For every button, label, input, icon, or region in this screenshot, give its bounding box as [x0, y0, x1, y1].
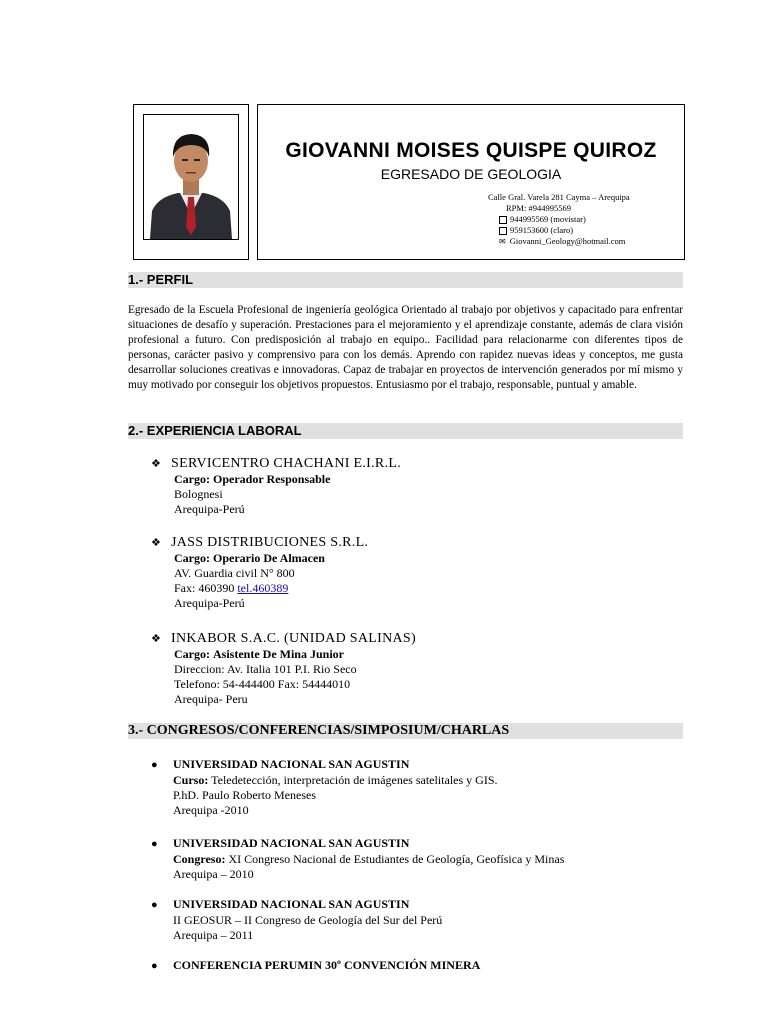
section-heading-congresos: 3.- CONGRESOS/CONFERENCIAS/SIMPOSIUM/CHARLAS — [128, 723, 683, 739]
conference-line: Arequipa – 2011 — [173, 928, 254, 942]
job-line: Arequipa- Peru — [174, 692, 248, 706]
job-line: Arequipa-Perú — [174, 502, 245, 516]
conference-entry — [151, 958, 480, 974]
job-company: SERVICENTRO CHACHANI E.I.R.L. — [171, 456, 402, 471]
conference-line: Arequipa -2010 — [173, 803, 249, 817]
job-entry — [151, 535, 368, 611]
section-heading-experiencia: 2.- EXPERIENCIA LABORAL — [128, 423, 683, 439]
conference-entry — [151, 836, 564, 882]
phone-icon — [499, 227, 507, 235]
contact-phone1-row — [488, 214, 630, 225]
diamond-bullet-icon: ❖ — [151, 633, 162, 645]
job-line: Arequipa-Perú — [174, 596, 245, 610]
tel-link[interactable]: tel.460389 — [237, 581, 289, 595]
job-line: Direccion: Av. Italia 101 P.I. Rio Seco — [174, 662, 357, 676]
job-cargo: Asistente De Mina Junior — [213, 647, 344, 661]
bullet-icon: ● — [151, 899, 158, 911]
job-line: Telefono: 54-444400 Fax: 54444010 — [174, 677, 351, 691]
contact-email: Giovanni_Geology@hotmail.com — [509, 236, 626, 246]
contact-phone2: 959153600 (claro) — [510, 225, 574, 235]
contact-address: Calle Gral. Varela 281 Cayma – Arequipa — [488, 192, 630, 202]
conference-detail: Teledetección, interpretación de imágenes satelitales y GIS. — [208, 773, 498, 787]
job-entry — [151, 631, 416, 707]
cargo-label: Cargo: — [174, 472, 210, 486]
bullet-icon: ● — [151, 838, 158, 850]
conference-entry — [151, 757, 498, 818]
conference-detail: XI Congreso Nacional de Estudiantes de Geología, Geofísica y Minas — [225, 852, 565, 866]
cargo-label: Cargo: — [174, 647, 210, 661]
diamond-bullet-icon: ❖ — [151, 537, 162, 549]
job-cargo: Operario De Almacen — [213, 551, 325, 565]
candidate-name: GIOVANNI MOISES QUISPE QUIROZ — [285, 139, 657, 162]
profile-photo — [143, 114, 239, 240]
contact-block — [488, 192, 630, 247]
phone-icon — [499, 216, 507, 224]
conference-entry — [151, 897, 442, 943]
job-line: AV. Guardia civil N° 800 — [174, 566, 295, 580]
diamond-bullet-icon: ❖ — [151, 458, 162, 470]
header-box — [257, 104, 685, 260]
job-fax: Fax: 460390 — [174, 581, 238, 595]
conference-title: UNIVERSIDAD NACIONAL SAN AGUSTIN — [173, 897, 410, 911]
bullet-icon: ● — [151, 960, 158, 972]
contact-phone2-row — [488, 225, 630, 236]
conference-label: Curso: — [173, 773, 209, 787]
section-heading-perfil: 1.- PERFIL — [128, 272, 683, 288]
conference-line: P.hD. Paulo Roberto Meneses — [173, 788, 316, 802]
envelope-icon: ✉ — [499, 237, 506, 246]
job-entry — [151, 456, 401, 517]
job-company: INKABOR S.A.C. (UNIDAD SALINAS) — [171, 631, 416, 646]
job-cargo: Operador Responsable — [213, 472, 331, 486]
bullet-icon: ● — [151, 759, 158, 771]
job-company: JASS DISTRIBUCIONES S.R.L. — [171, 535, 369, 550]
conference-title: UNIVERSIDAD NACIONAL SAN AGUSTIN — [173, 836, 410, 850]
contact-rpm: RPM: #944995569 — [506, 203, 571, 213]
conference-line: II GEOSUR – II Congreso de Geología del Sur del Perú — [173, 913, 443, 927]
conference-title: UNIVERSIDAD NACIONAL SAN AGUSTIN — [173, 757, 410, 771]
job-line: Bolognesi — [174, 487, 223, 501]
conference-title: CONFERENCIA PERUMIN 30º CONVENCIÓN MINERA — [173, 958, 481, 972]
candidate-subtitle: EGRESADO DE GEOLOGIA — [380, 166, 562, 182]
conference-line: Arequipa – 2010 — [173, 867, 254, 881]
contact-phone1: 944995569 (movistar) — [510, 214, 586, 224]
person-portrait — [144, 115, 238, 239]
cargo-label: Cargo: — [174, 551, 210, 565]
photo-frame — [133, 104, 249, 260]
profile-paragraph: Egresado de la Escuela Profesional de ingeniería geológica Orientado al trabajo por objetivos y capacitado para enfrentar situaciones de desafío y superación. Prestaciones para el mejoramiento y el aprendizaje constante, además de clara visión profesional a futuro. Con predisposición al trabajo en equipo.. Facilidad para relacionarme con diferentes tipos de personas, carácter pasivo y comprensivo para con los demás. Aprendo con rapidez nuevas ideas y conceptos, me gusta desarrollar soluciones creativas e innovadoras. Capaz de trabajar en proyectos de intervención generados por mí mismo y muy motivado por conseguir los objetivos propuestos. Entusiasmo por el trabajo, responsable, puntual y amable. — [128, 304, 683, 391]
contact-email-row — [488, 236, 630, 247]
conference-label: Congreso: — [173, 852, 226, 866]
